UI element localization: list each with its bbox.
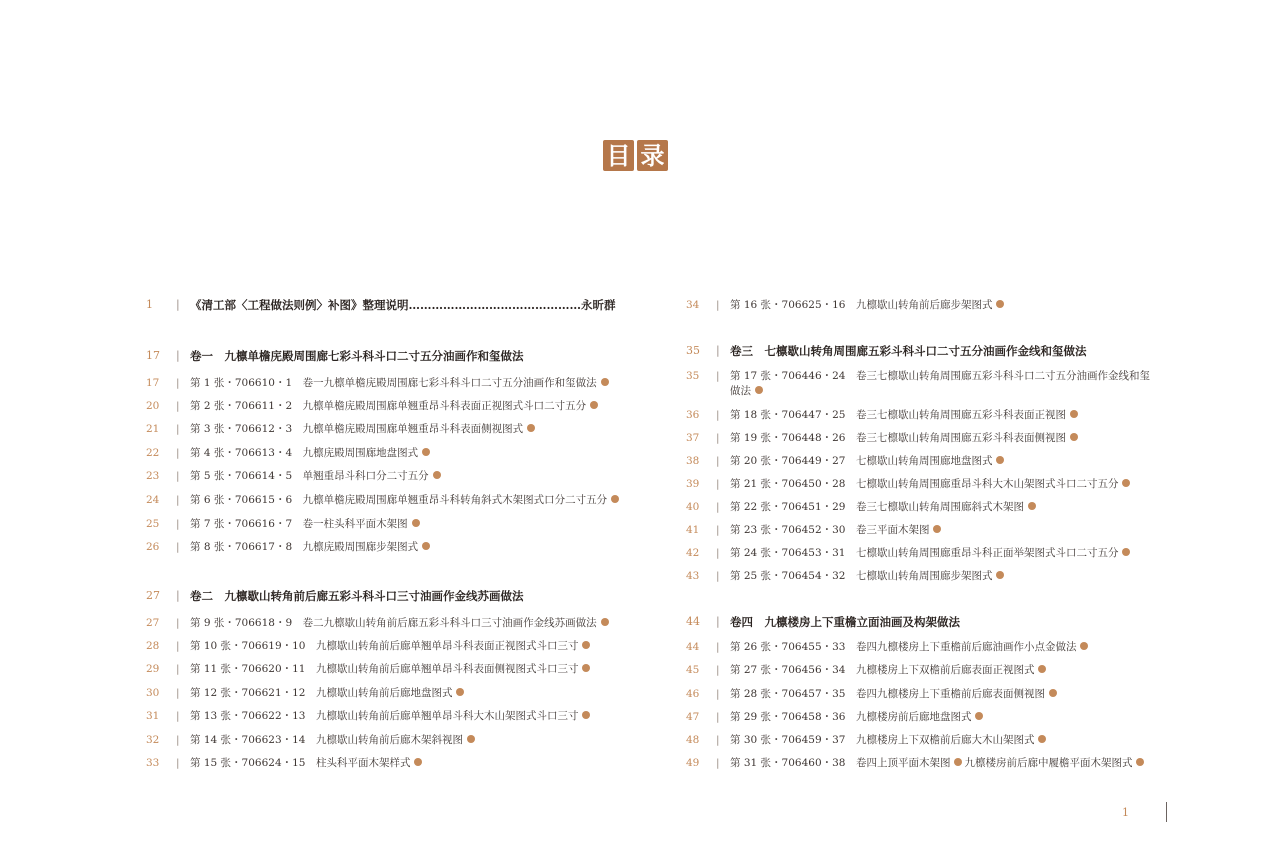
title-char-1: 目	[603, 140, 634, 171]
toc-entry-text	[730, 569, 1004, 583]
toc-entry-label: 卷三 七檩歇山转角周围廊五彩斗科斗口二寸五分油画作金线和玺做法	[730, 344, 1087, 358]
toc-heading-text	[190, 298, 616, 312]
toc-separator: |	[716, 432, 720, 444]
toc-page-number: 17	[146, 349, 160, 362]
toc-entry-text	[190, 639, 590, 653]
toc-entry-extra: 九檩楼房前后廊中履檐平面木架图式	[964, 757, 1133, 769]
toc-separator: |	[716, 524, 720, 536]
toc-entry-label: 第 27 张・706456・34 九檩楼房上下双檐前后廊表面正视图式	[730, 664, 1035, 676]
seal-mark-icon	[582, 641, 590, 649]
toc-page-number: 35	[686, 370, 700, 382]
toc-entry-label: 《清工部〈工程做法则例〉补图》整理说明………………………………………永昕群	[190, 298, 616, 312]
toc-page-number: 40	[686, 501, 700, 513]
toc-page-number: 27	[146, 589, 160, 602]
toc-separator: |	[716, 664, 720, 676]
toc-entry-label: 第 12 张・706621・12 九檩歇山转角前后廊地盘图式	[190, 687, 453, 699]
seal-mark-icon	[414, 758, 422, 766]
toc-entry-text	[730, 640, 1088, 654]
toc-separator: |	[716, 478, 720, 490]
seal-mark-icon	[996, 456, 1004, 464]
toc-page-number: 28	[146, 640, 160, 652]
toc-separator: |	[716, 501, 720, 513]
toc-separator: |	[176, 518, 180, 530]
toc-heading-text	[190, 589, 524, 603]
seal-mark-icon	[422, 542, 430, 550]
seal-mark-icon	[975, 712, 983, 720]
toc-separator: |	[176, 541, 180, 553]
seal-mark-icon	[1136, 758, 1144, 766]
toc-entry-text	[190, 517, 420, 531]
toc-entry-label: 第 3 张・706612・3 九檩单檐庑殿周围廊单翘重昂斗科表面侧视图式	[190, 423, 524, 435]
toc-entry-text	[190, 469, 441, 483]
seal-mark-icon	[1028, 502, 1036, 510]
seal-mark-icon	[412, 519, 420, 527]
toc-entry-text	[190, 709, 590, 723]
toc-entry-text	[730, 710, 983, 724]
toc-separator: |	[716, 409, 720, 421]
seal-mark-icon	[467, 735, 475, 743]
toc-entry-label: 第 21 张・706450・28 七檩歇山转角周围廊重昂斗科大木山架图式斗口二寸五分	[730, 478, 1119, 490]
toc-entry-label: 第 4 张・706613・4 九檩庑殿周围廊地盘图式	[190, 447, 419, 459]
toc-separator: |	[716, 757, 720, 769]
toc-entry-label: 第 29 张・706458・36 九檩楼房前后廊地盘图式	[730, 711, 972, 723]
toc-entry-text	[190, 756, 422, 770]
toc-page-number: 22	[146, 447, 160, 459]
toc-page-number: 24	[146, 494, 160, 506]
toc-entry-label: 第 17 张・706446・24 卷三七檩歇山转角周围廊五彩斗科斗口二寸五分油画作金线和玺做法	[730, 370, 1150, 397]
toc-separator: |	[716, 641, 720, 653]
toc-separator: |	[716, 299, 720, 311]
toc-page-number: 44	[686, 641, 700, 653]
toc-separator: |	[176, 447, 180, 459]
toc-entry-label: 第 5 张・706614・5 单翘重昂斗科口分二寸五分	[190, 470, 429, 482]
toc-entry-text	[190, 686, 464, 700]
toc-entry-text	[190, 399, 598, 413]
toc-entry-label: 第 31 张・706460・38 卷四上顶平面木架图	[730, 757, 951, 769]
toc-separator: |	[716, 370, 720, 382]
toc-separator: |	[176, 349, 180, 362]
toc-entry-text	[190, 616, 609, 630]
toc-entry-label: 第 24 张・706453・31 七檩歇山转角周围廊重昂斗科正面举架图式斗口二寸五分	[730, 547, 1119, 559]
toc-entry-text	[730, 523, 941, 537]
seal-mark-icon	[1070, 410, 1078, 418]
toc-heading-text	[730, 615, 960, 629]
toc-entry-text	[730, 408, 1078, 422]
seal-mark-icon	[590, 401, 598, 409]
toc-separator: |	[176, 589, 180, 602]
seal-mark-icon	[611, 495, 619, 503]
toc-entry-text	[190, 446, 430, 460]
toc-entry-label: 第 14 张・706623・14 九檩歇山转角前后廊木架斜视图	[190, 734, 463, 746]
toc-entry-label: 第 15 张・706624・15 柱头科平面木架样式	[190, 757, 411, 769]
toc-separator: |	[716, 344, 720, 357]
page-title	[603, 140, 668, 174]
toc-entry-text	[190, 493, 619, 507]
toc-page-number: 36	[686, 409, 700, 421]
toc-page-number: 17	[146, 377, 160, 389]
toc-separator: |	[176, 377, 180, 389]
toc-page-number: 27	[146, 617, 160, 629]
toc-page-number: 37	[686, 432, 700, 444]
toc-page-number: 29	[146, 663, 160, 675]
toc-separator: |	[176, 687, 180, 699]
toc-page-number: 26	[146, 541, 160, 553]
seal-mark-icon	[1080, 642, 1088, 650]
toc-entry-text	[730, 454, 1004, 468]
toc-separator: |	[716, 547, 720, 559]
toc-entry-text	[730, 369, 1160, 399]
seal-mark-icon	[433, 471, 441, 479]
toc-entry-label: 第 9 张・706618・9 卷二九檩歇山转角前后廊五彩斗科斗口三寸油画作金线苏画做法	[190, 617, 597, 629]
page-number: 1	[1122, 806, 1129, 819]
toc-entry-text	[730, 687, 1057, 701]
toc-heading-text	[190, 349, 524, 363]
seal-mark-icon	[422, 448, 430, 456]
toc-entry-label: 第 20 张・706449・27 七檩歇山转角周围廊地盘图式	[730, 455, 993, 467]
toc-entry-label: 第 28 张・706457・35 卷四九檩楼房上下重檐前后廊表面侧视图	[730, 688, 1045, 700]
toc-entry-text	[190, 540, 430, 554]
toc-entry-text	[730, 663, 1046, 677]
toc-entry-label: 卷四 九檩楼房上下重檐立面油画及构架做法	[730, 615, 960, 629]
toc-page-number: 42	[686, 547, 700, 559]
toc-separator: |	[716, 734, 720, 746]
toc-separator: |	[176, 617, 180, 629]
seal-mark-icon	[601, 618, 609, 626]
toc-page-number: 47	[686, 711, 700, 723]
toc-entry-text	[190, 662, 590, 676]
toc-separator: |	[716, 570, 720, 582]
toc-separator: |	[176, 757, 180, 769]
toc-separator: |	[176, 494, 180, 506]
toc-entry-label: 第 26 张・706455・33 卷四九檩楼房上下重檐前后廊油画作小点金做法	[730, 641, 1077, 653]
seal-mark-icon	[1070, 433, 1078, 441]
toc-entry-text	[190, 422, 535, 436]
seal-mark-icon	[933, 525, 941, 533]
seal-mark-icon	[1049, 689, 1057, 697]
seal-mark-icon	[1122, 548, 1130, 556]
toc-separator: |	[716, 688, 720, 700]
toc-entry-label: 第 13 张・706622・13 九檩歇山转角前后廊单翘单昂斗科大木山架图式斗口三寸	[190, 710, 579, 722]
toc-separator: |	[716, 455, 720, 467]
toc-heading-text	[730, 344, 1087, 358]
toc-page-number: 34	[686, 299, 700, 311]
toc-page-number: 21	[146, 423, 160, 435]
toc-separator: |	[716, 711, 720, 723]
toc-page-number: 39	[686, 478, 700, 490]
seal-mark-icon	[1038, 735, 1046, 743]
toc-entry-text	[190, 376, 609, 390]
toc-entry-label: 第 19 张・706448・26 卷三七檩歇山转角周围廊五彩斗科表面侧视图	[730, 432, 1066, 444]
toc-page-number: 44	[686, 615, 700, 628]
toc-entry-text	[190, 733, 475, 747]
toc-separator: |	[716, 615, 720, 628]
toc-separator: |	[176, 423, 180, 435]
seal-mark-icon	[1038, 665, 1046, 673]
seal-mark-icon	[456, 688, 464, 696]
toc-separator: |	[176, 663, 180, 675]
seal-mark-icon	[601, 378, 609, 386]
toc-entry-label: 卷二 九檩歇山转角前后廊五彩斗科斗口三寸油画作金线苏画做法	[190, 589, 524, 603]
toc-entry-label: 第 10 张・706619・10 九檩歇山转角前后廊单翘单昂斗科表面正视图式斗口三寸	[190, 640, 579, 652]
toc-page-number: 46	[686, 688, 700, 700]
seal-mark-icon	[755, 386, 763, 394]
toc-separator: |	[176, 470, 180, 482]
toc-page-number: 20	[146, 400, 160, 412]
toc-entry-text	[730, 477, 1130, 491]
toc-entry-label: 卷一 九檩单檐庑殿周围廊七彩斗科斗口二寸五分油画作和玺做法	[190, 349, 524, 363]
toc-entry-label: 第 30 张・706459・37 九檩楼房上下双檐前后廊大木山架图式	[730, 734, 1035, 746]
seal-mark-icon	[954, 758, 962, 766]
toc-entry-text	[730, 733, 1046, 747]
toc-entry-label: 第 6 张・706615・6 九檩单檐庑殿周围廊单翘重昂斗科转角斜式木架图式口分二寸五分	[190, 494, 608, 506]
toc-page-number: 38	[686, 455, 700, 467]
toc-entry-label: 第 2 张・706611・2 九檩单檐庑殿周围廊单翘重昂斗科表面正视图式斗口二寸五分	[190, 400, 587, 412]
toc-page-number: 31	[146, 710, 160, 722]
toc-page-number: 48	[686, 734, 700, 746]
seal-mark-icon	[996, 300, 1004, 308]
page-number-rule	[1166, 802, 1167, 822]
toc-page-number: 43	[686, 570, 700, 582]
toc-separator: |	[176, 298, 180, 311]
toc-entry-text	[730, 500, 1036, 514]
toc-page-number: 23	[146, 470, 160, 482]
toc-entry-label: 第 18 张・706447・25 卷三七檩歇山转角周围廊五彩斗科表面正视图	[730, 409, 1066, 421]
seal-mark-icon	[582, 664, 590, 672]
toc-page-number: 32	[146, 734, 160, 746]
toc-page-number: 33	[146, 757, 160, 769]
toc-page-number: 1	[146, 298, 153, 311]
toc-entry-label: 第 11 张・706620・11 九檩歇山转角前后廊单翘单昂斗科表面侧视图式斗口三寸	[190, 663, 579, 675]
toc-page-number: 30	[146, 687, 160, 699]
toc-entry-label: 第 1 张・706610・1 卷一九檩单檐庑殿周围廊七彩斗科斗口二寸五分油画作和玺做法	[190, 377, 597, 389]
seal-mark-icon	[582, 711, 590, 719]
toc-page-number: 41	[686, 524, 700, 536]
toc-entry-label: 第 8 张・706617・8 九檩庑殿周围廊步架图式	[190, 541, 419, 553]
toc-separator: |	[176, 734, 180, 746]
toc-entry-text	[730, 431, 1078, 445]
toc-page-number: 35	[686, 344, 700, 357]
seal-mark-icon	[996, 571, 1004, 579]
toc-entry-label: 第 23 张・706452・30 卷三平面木架图	[730, 524, 930, 536]
toc-entry-label: 第 22 张・706451・29 卷三七檩歇山转角周围廊斜式木架图	[730, 501, 1024, 513]
toc-entry-label: 第 7 张・706616・7 卷一柱头科平面木架图	[190, 518, 408, 530]
title-char-2: 录	[637, 140, 668, 171]
toc-page-number: 45	[686, 664, 700, 676]
toc-entry-text	[730, 546, 1130, 560]
seal-mark-icon	[1122, 479, 1130, 487]
toc-entry-label: 第 16 张・706625・16 九檩歇山转角前后廊步架图式	[730, 299, 993, 311]
toc-entry-text	[730, 298, 1004, 312]
toc-page-number: 49	[686, 757, 700, 769]
toc-separator: |	[176, 640, 180, 652]
toc-entry-label: 第 25 张・706454・32 七檩歇山转角周围廊步架图式	[730, 570, 993, 582]
toc-entry-text	[730, 756, 1144, 770]
toc-separator: |	[176, 710, 180, 722]
toc-page-number: 25	[146, 518, 160, 530]
toc-separator: |	[176, 400, 180, 412]
seal-mark-icon	[527, 424, 535, 432]
